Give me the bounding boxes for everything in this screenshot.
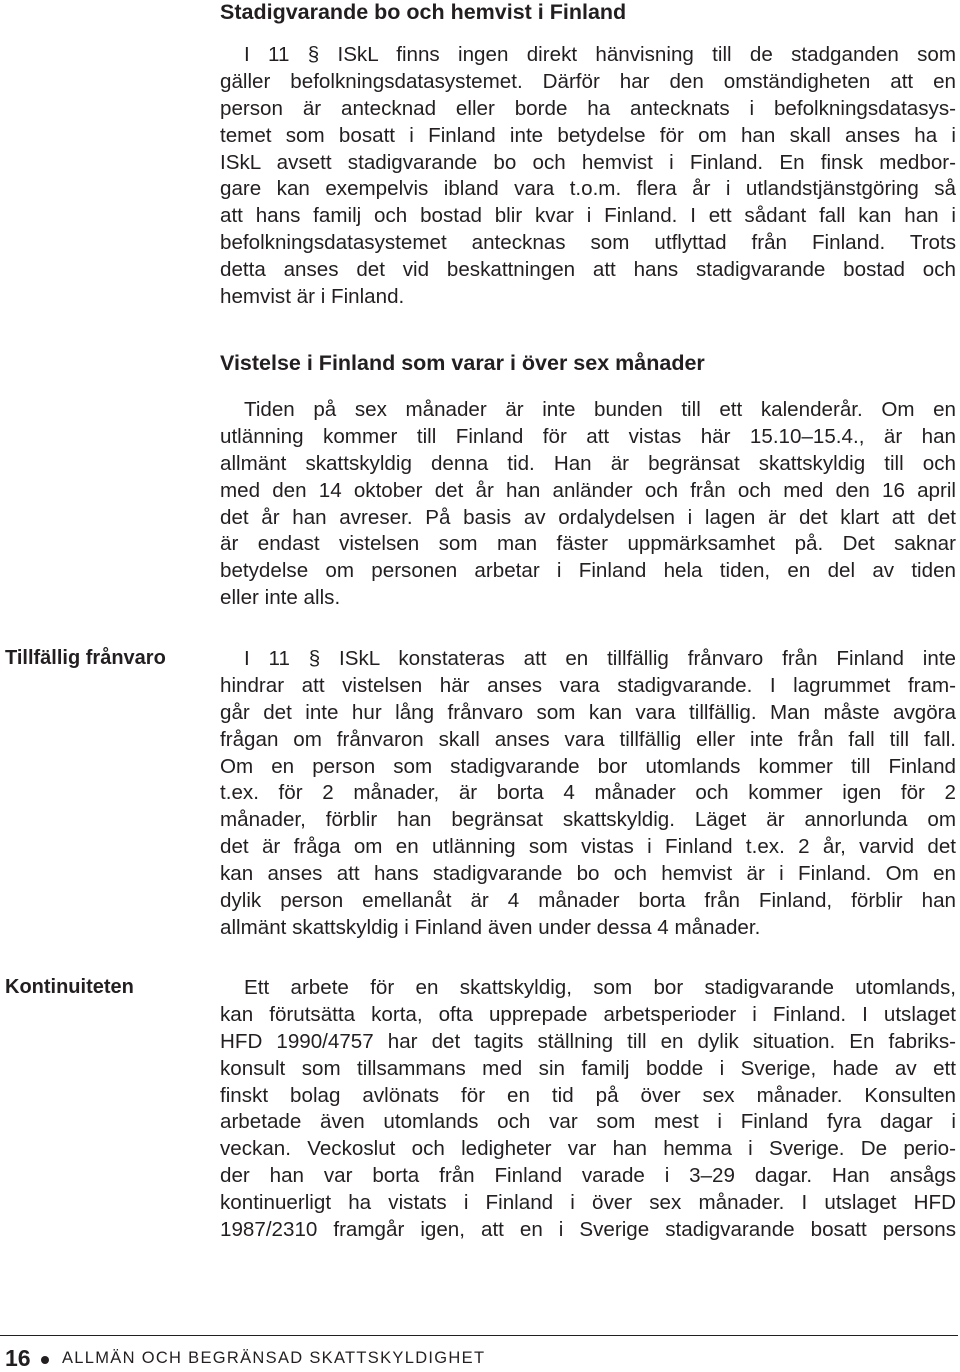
- text-line: kan förutsätta korta, ofta upprepade arbetsperioder i Finland. I utslaget: [220, 1002, 956, 1026]
- text-line: arbetade även utomlands och var som mest i Finland fyra dagar i: [220, 1110, 956, 1134]
- text-line: går det inte hur lång frånvaro som kan vara tillfällig. Man måste avgöra: [220, 700, 956, 724]
- text-line: I 11 § ISkL konstateras att en tillfällig frånvaro från Finland inte: [244, 647, 956, 670]
- text-line: befolkningsdatasystemet antecknas som utflyttad från Finland. Trots: [220, 231, 956, 255]
- text-line: allmänt skattskyldig denna tid. Han är begränsat skattskyldig till och: [220, 451, 956, 475]
- text-line: allmänt skattskyldig i Finland även under dessa 4 månader.: [220, 915, 761, 939]
- side-heading-kontinuiteten: Kontinuiteten: [5, 976, 134, 998]
- text-line: med den 14 oktober det år han anländer och från och med den 16 april: [220, 478, 956, 502]
- text-line: finskt bolag avlönats för en tid på över sex månader. Konsulten: [220, 1083, 956, 1107]
- section-heading-vistelse: Vistelse i Finland som varar i över sex månader: [220, 351, 705, 375]
- text-line: 1987/2310 framgår igen, att en i Sverige stadigvarande bosatt persons: [220, 1218, 956, 1242]
- text-line: t.ex. för 2 månader, är borta 4 månader och kommer igen för 2: [220, 781, 956, 805]
- text-line: det är fråga om en utlänning som vistas i Finland t.ex. 2 år, varvid det: [220, 835, 956, 859]
- text-line: gäller befolkningsdatasystemet. Därför har den omständigheten att en: [220, 69, 956, 93]
- text-line: person är antecknad eller borde ha antecknats i befolkningsdatasys-: [220, 96, 956, 120]
- text-line: hindrar att vistelsen här anses vara stadigvarande. I lagrummet fram-: [220, 673, 956, 697]
- text-line: att hans familj och bostad blir kvar i Finland. I ett sådant fall kan han i: [220, 204, 956, 228]
- text-line: det år han avreser. På basis av ordalydelsen i lagen är det klart att det: [220, 505, 956, 529]
- text-line: konsult som tillsammans med sin familj bodde i Sverige, hade av ett: [220, 1056, 956, 1080]
- text-line: Om en person som stadigvarande bor utomlands kommer till Finland: [220, 754, 956, 778]
- text-line: gare kan exempelvis ibland vara t.o.m. flera år i utlandstjänstgöring så: [220, 177, 956, 201]
- text-line: ISkL avsett stadigvarande bo och hemvist i Finland. En finsk medbor-: [220, 150, 956, 174]
- text-line: kan anses att hans stadigvarande bo och hemvist är i Finland. Om en: [220, 862, 956, 886]
- paragraph-tillfallig-franvaro: [220, 646, 956, 942]
- text-line: der han var borta från Finland varade i 3–29 dagar. Han ansågs: [220, 1164, 956, 1188]
- page-footer: [0, 1335, 960, 1372]
- page-number: 16: [5, 1345, 31, 1371]
- footer-rule: [0, 1335, 958, 1336]
- text-line: betydelse om personen arbetar i Finland hela tiden, en del av tiden: [220, 559, 956, 583]
- section-heading-stadigvarande: Stadigvarande bo och hemvist i Finland: [220, 0, 627, 24]
- text-line: kontinuerligt ha vistats i Finland i över sex månader. I utslaget HFD: [220, 1191, 956, 1215]
- text-line: detta anses det vid beskattningen att hans stadigvarande bostad och: [220, 258, 956, 282]
- bullet-icon: [41, 1356, 49, 1364]
- paragraph-kontinuiteten: [220, 975, 956, 1244]
- paragraph-vistelse: [220, 397, 956, 612]
- text-line: månader, förblir han begränsat skattskyldig. Läget är annorlunda om: [220, 808, 956, 832]
- text-line: Ett arbete för en skattskyldig, som bor stadigvarande utomlands,: [244, 976, 956, 999]
- text-line: dylik person emellanåt är 4 månader borta från Finland, förblir han: [220, 889, 956, 913]
- text-line: hemvist är i Finland.: [220, 285, 405, 309]
- text-line: veckan. Veckoslut och ledigheter var han hemma i Sverige. De perio-: [220, 1137, 956, 1161]
- text-line: HFD 1990/4757 har det tagits ställning till en dylik situation. En fabriks-: [220, 1029, 956, 1053]
- text-line: utlänning kommer till Finland för att vistas här 15.10–15.4., är han: [220, 424, 956, 448]
- text-line: är endast vistelsen som man fäster uppmärksamhet på. Det saknar: [220, 532, 956, 556]
- text-line: temet som bosatt i Finland inte betydelse för om han skall anses ha i: [220, 123, 956, 147]
- footer-title: ALLMÄN OCH BEGRÄNSAD SKATTSKYLDIGHET: [62, 1349, 486, 1367]
- text-line: eller inte alls.: [220, 586, 341, 610]
- text-line: frågan om frånvaron skall anses vara tillfällig eller inte från fall till fall.: [220, 727, 956, 751]
- paragraph-stadigvarande: [220, 42, 956, 311]
- text-line: I 11 § ISkL finns ingen direkt hänvisning till de stadganden som: [244, 43, 956, 66]
- side-heading-tillfallig-franvaro: Tillfällig frånvaro: [5, 647, 166, 669]
- text-line: Tiden på sex månader är inte bunden till ett kalenderår. Om en: [244, 398, 956, 421]
